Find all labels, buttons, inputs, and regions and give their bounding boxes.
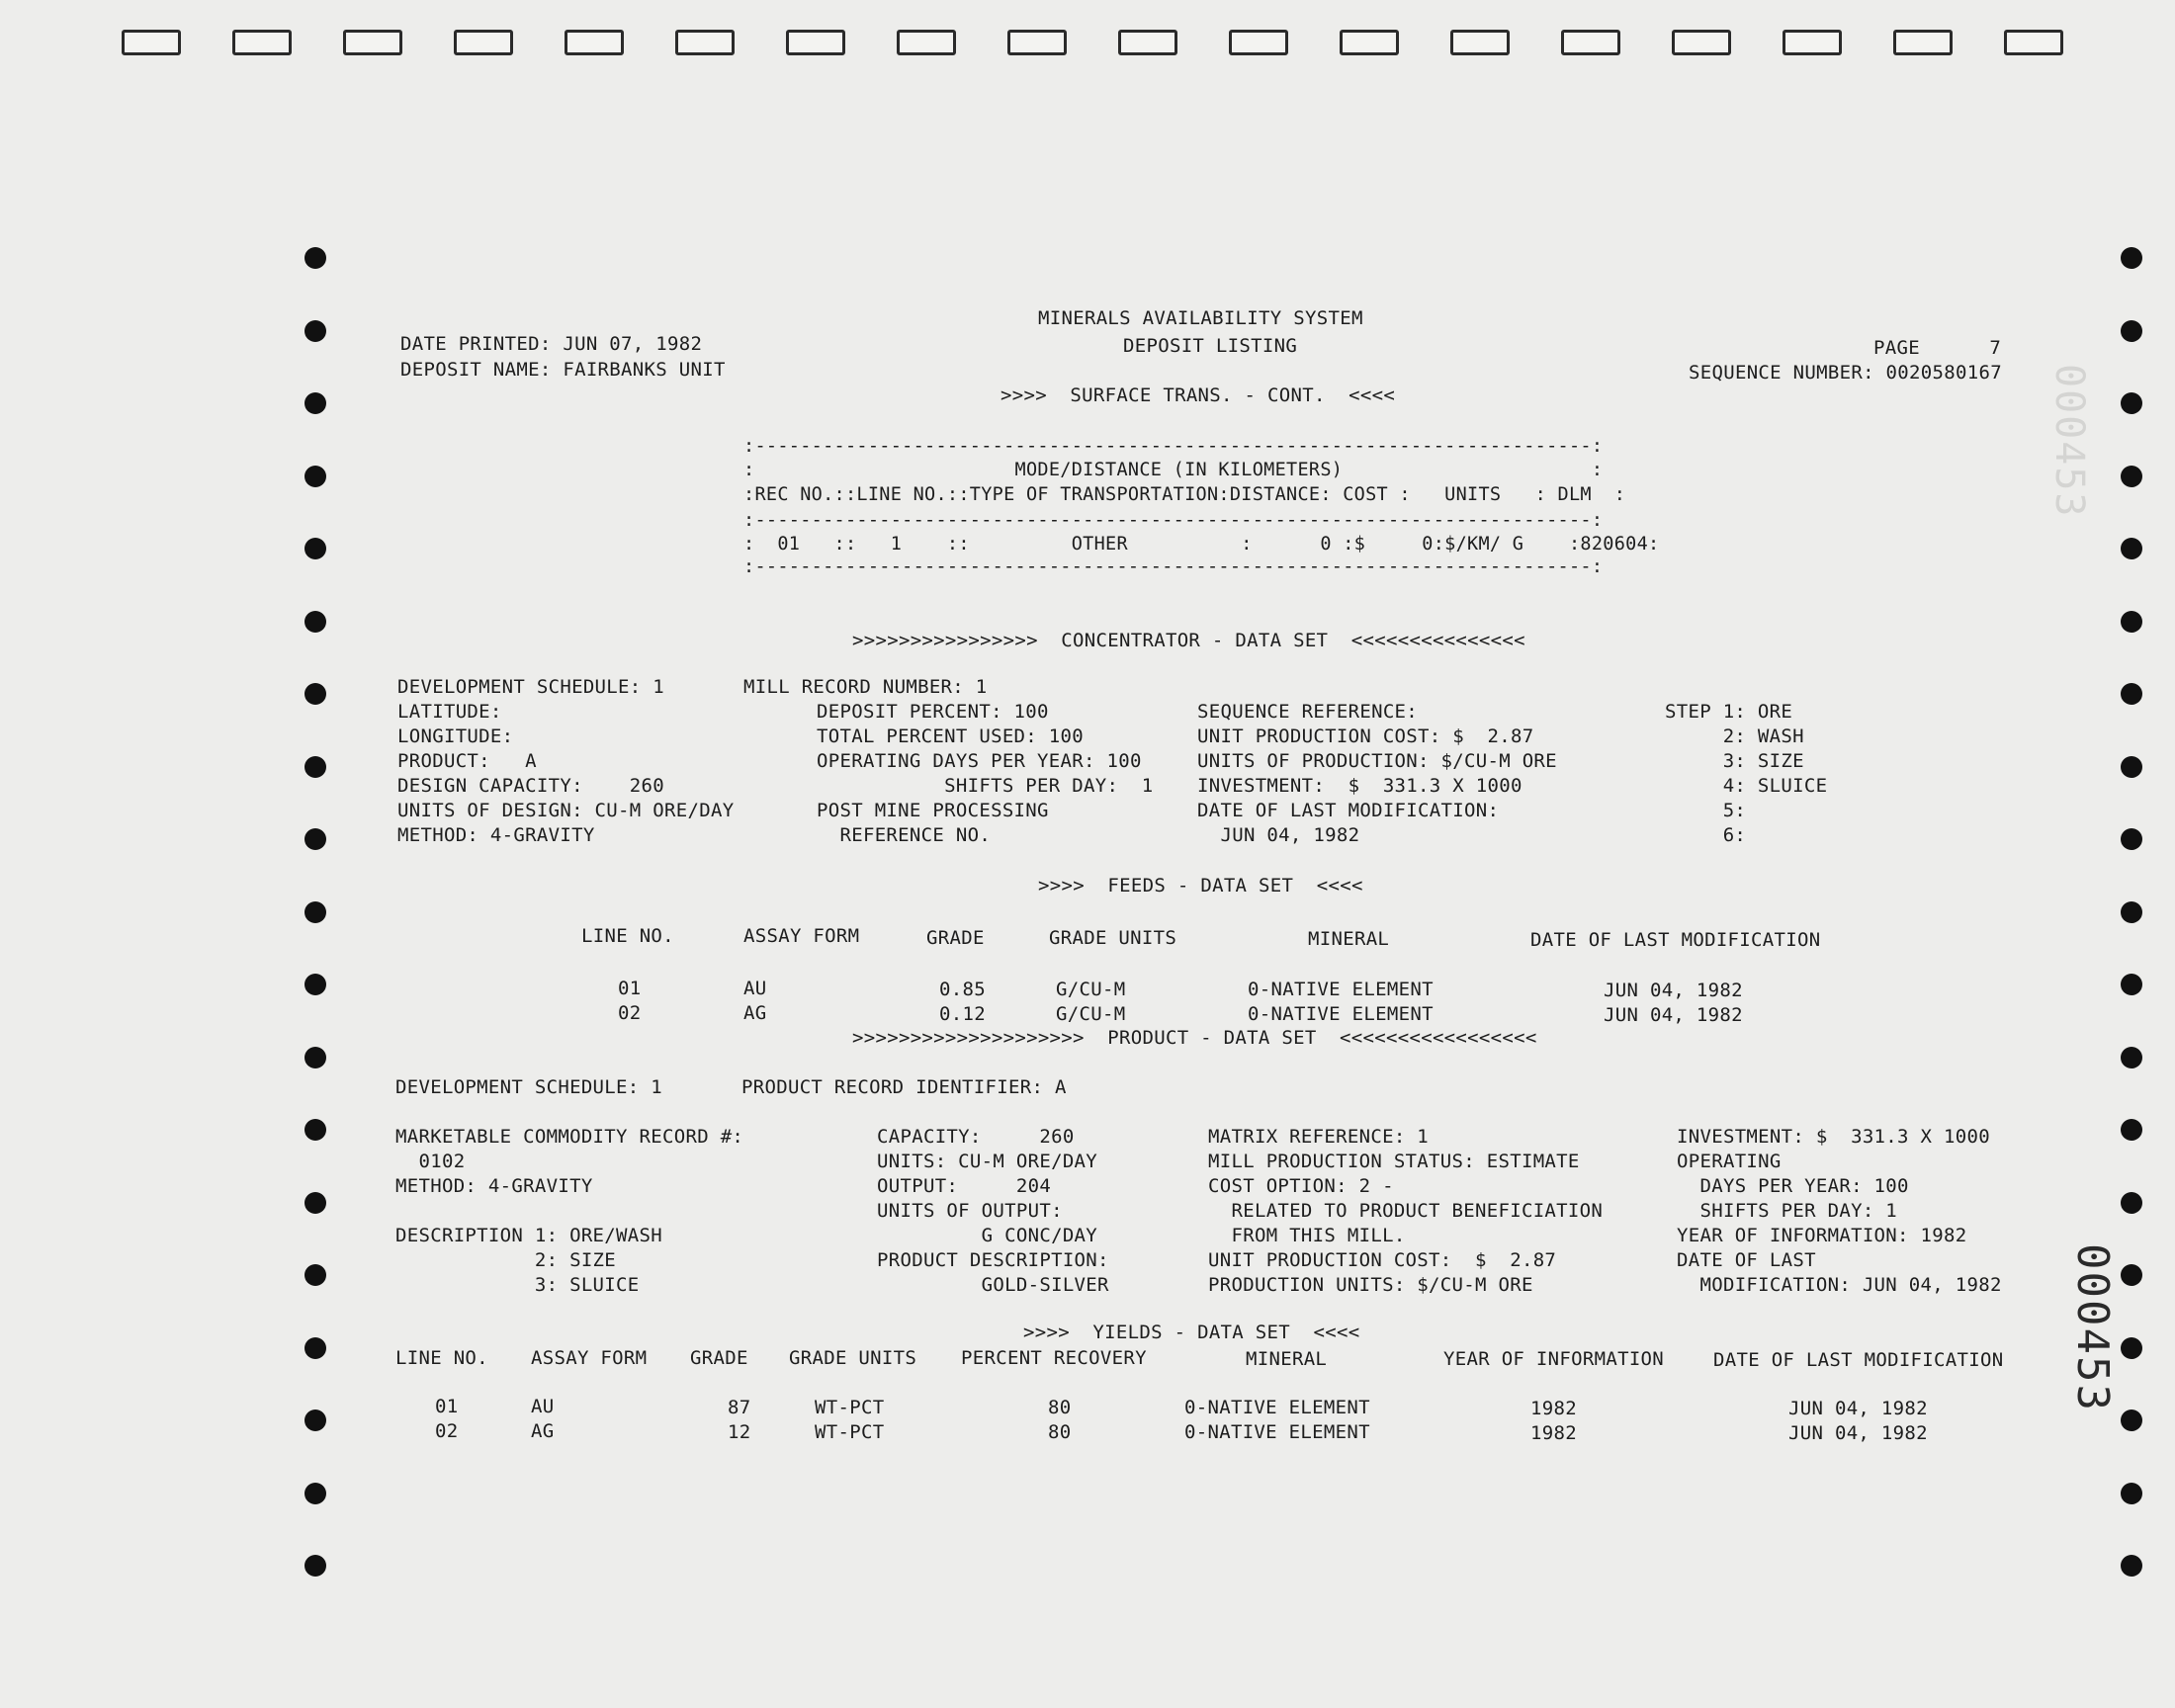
prod-modification: MODIFICATION: JUN 04, 1982 [1677, 1274, 2002, 1296]
prod-units-of-output: UNITS OF OUTPUT: [877, 1200, 1063, 1222]
feeds-col-date: DATE OF LAST MODIFICATION [1530, 929, 1821, 951]
prod-days-per-year: DAYS PER YEAR: 100 [1677, 1175, 1909, 1197]
section-concentrator: >>>>>>>>>>>>>>>> CONCENTRATOR - DATA SET <<<<<<<<<<<<<<< [852, 630, 1525, 651]
yields-cell: WT-PCT [815, 1397, 885, 1418]
feeds-cell: 02 [618, 1002, 642, 1024]
table-border-top: :--------------------------------------------------------------------------: [743, 436, 1604, 457]
table-header-row: :REC NO.::LINE NO.::TYPE OF TRANSPORTATION:DISTANCE: COST : UNITS : DLM : [743, 484, 1626, 505]
feeds-cell: G/CU-M [1056, 1003, 1126, 1025]
section-surface-trans: >>>> SURFACE TRANS. - CONT. <<<< [1000, 384, 1396, 406]
stamp-number: 000453 [2067, 1243, 2118, 1412]
prod-operating: OPERATING [1677, 1151, 1782, 1172]
prod-output: OUTPUT: 204 [877, 1175, 1052, 1197]
conc-step-4: 4: SLUICE [1665, 775, 1828, 797]
yields-cell: 80 [1048, 1421, 1072, 1443]
feed-hole [304, 1119, 326, 1141]
page-number: PAGE 7 [1873, 337, 2002, 359]
section-feeds: >>>> FEEDS - DATA SET <<<< [1038, 875, 1363, 897]
listing-title: DEPOSIT LISTING [1123, 335, 1298, 357]
prod-output-units: G CONC/DAY [877, 1225, 1098, 1246]
feed-hole [2121, 1264, 2142, 1286]
feed-hole [304, 611, 326, 633]
yields-col-assay-form: ASSAY FORM [531, 1347, 648, 1369]
yields-cell: AU [531, 1396, 555, 1417]
feed-hole [2121, 901, 2142, 923]
yields-col-line-no: LINE NO. [395, 1347, 488, 1369]
yields-cell: JUN 04, 1982 [1788, 1398, 1928, 1419]
feed-hole [2121, 247, 2142, 269]
table-border-bottom: :--------------------------------------------------------------------------: [743, 556, 1604, 577]
prod-year-of-info: YEAR OF INFORMATION: 1982 [1677, 1225, 1967, 1246]
date-printed: DATE PRINTED: JUN 07, 1982 [400, 333, 703, 355]
feed-slot [122, 30, 181, 55]
prod-mill-status: MILL PRODUCTION STATUS: ESTIMATE [1208, 1151, 1580, 1172]
conc-date-last-mod: JUN 04, 1982 [1197, 824, 1360, 846]
conc-shifts-per-day: SHIFTS PER DAY: 1 [817, 775, 1154, 797]
prod-description-label: PRODUCT DESCRIPTION: [877, 1249, 1109, 1271]
conc-latitude: LATITUDE: [397, 701, 502, 723]
feed-hole [2121, 1047, 2142, 1068]
prod-cost-option-desc-1: RELATED TO PRODUCT BENEFICIATION [1208, 1200, 1604, 1222]
feed-hole [304, 1337, 326, 1359]
feed-slot [675, 30, 735, 55]
prod-units: UNITS: CU-M ORE/DAY [877, 1151, 1098, 1172]
feeds-cell: G/CU-M [1056, 979, 1126, 1000]
prod-capacity: CAPACITY: 260 [877, 1126, 1075, 1148]
feed-hole [304, 901, 326, 923]
prod-description-3: 3: SLUICE [395, 1274, 640, 1296]
feed-slot [565, 30, 624, 55]
feed-hole [304, 1264, 326, 1286]
conc-deposit-percent: DEPOSIT PERCENT: 100 [817, 701, 1049, 723]
conc-operating-days: OPERATING DAYS PER YEAR: 100 [817, 750, 1142, 772]
yields-col-grade-units: GRADE UNITS [789, 1347, 917, 1369]
table-row: : 01 :: 1 :: OTHER : 0 :$ 0:$/KM/ G :820604: [743, 534, 1660, 555]
feed-slot [897, 30, 956, 55]
conc-investment: INVESTMENT: $ 331.3 X 1000 [1197, 775, 1522, 797]
prod-description-1: DESCRIPTION 1: ORE/WASH [395, 1225, 662, 1246]
feed-slot [1118, 30, 1177, 55]
conc-mill-record: MILL RECORD NUMBER: 1 [743, 676, 988, 698]
conc-unit-cost: UNIT PRODUCTION COST: $ 2.87 [1197, 726, 1534, 747]
conc-step-2: 2: WASH [1665, 726, 1804, 747]
feeds-cell: 0.85 [939, 979, 986, 1000]
conc-date-last-mod-label: DATE OF LAST MODIFICATION: [1197, 800, 1500, 821]
prod-description-value: GOLD-SILVER [877, 1274, 1109, 1296]
feed-hole [2121, 538, 2142, 559]
prod-description-2: 2: SIZE [395, 1249, 617, 1271]
yields-col-date: DATE OF LAST MODIFICATION [1713, 1349, 2004, 1371]
system-title: MINERALS AVAILABILITY SYSTEM [1038, 307, 1363, 329]
feed-hole [2121, 1119, 2142, 1141]
feed-slot [343, 30, 402, 55]
feed-hole [304, 247, 326, 269]
sequence-number: SEQUENCE NUMBER: 0020580167 [1689, 362, 2002, 384]
conc-units-of-design: UNITS OF DESIGN: CU-M ORE/DAY [397, 800, 735, 821]
feed-slot [232, 30, 292, 55]
feeds-cell: JUN 04, 1982 [1604, 980, 1743, 1001]
feeds-cell: AG [743, 1002, 767, 1024]
feeds-cell: 0-NATIVE ELEMENT [1248, 979, 1434, 1000]
yields-cell: JUN 04, 1982 [1788, 1422, 1928, 1444]
prod-cost-option: COST OPTION: 2 - [1208, 1175, 1394, 1197]
feeds-cell: 0.12 [939, 1003, 986, 1025]
table-border-mid: :--------------------------------------------------------------------------: [743, 510, 1604, 531]
feed-hole [304, 392, 326, 414]
yields-col-mineral: MINERAL [1246, 1348, 1328, 1370]
conc-design-capacity: DESIGN CAPACITY: 260 [397, 775, 664, 797]
feeds-col-mineral: MINERAL [1308, 928, 1390, 950]
yields-cell: 1982 [1530, 1398, 1577, 1419]
prod-investment: INVESTMENT: $ 331.3 X 1000 [1677, 1126, 1990, 1148]
feed-slot [1561, 30, 1620, 55]
conc-reference-no: REFERENCE NO. [817, 824, 992, 846]
yields-cell: 02 [435, 1420, 459, 1442]
feed-hole [304, 1047, 326, 1068]
feeds-cell: 0-NATIVE ELEMENT [1248, 1003, 1434, 1025]
feed-hole [2121, 756, 2142, 778]
yields-col-year: YEAR OF INFORMATION [1443, 1348, 1665, 1370]
prod-cost-option-desc-2: FROM THIS MILL. [1208, 1225, 1406, 1246]
feed-slot [454, 30, 513, 55]
yields-cell: 12 [728, 1421, 751, 1443]
feed-hole [304, 1483, 326, 1504]
feed-slot [1229, 30, 1288, 55]
feed-slot [1340, 30, 1399, 55]
conc-product: PRODUCT: A [397, 750, 537, 772]
feed-hole [2121, 1409, 2142, 1431]
feed-slot [1783, 30, 1842, 55]
feed-hole [2121, 1483, 2142, 1504]
feed-slot [1893, 30, 1953, 55]
feed-hole [2121, 683, 2142, 705]
conc-method: METHOD: 4-GRAVITY [397, 824, 595, 846]
feed-hole [304, 828, 326, 850]
feed-slot [1007, 30, 1067, 55]
feed-hole [2121, 611, 2142, 633]
feeds-cell: JUN 04, 1982 [1604, 1004, 1743, 1026]
yields-col-grade: GRADE [690, 1347, 748, 1369]
table-title: : MODE/DISTANCE (IN KILOMETERS) : [743, 460, 1604, 480]
yields-cell: 1982 [1530, 1422, 1577, 1444]
section-product: >>>>>>>>>>>>>>>>>>>> PRODUCT - DATA SET <<<<<<<<<<<<<<<<< [852, 1027, 1537, 1049]
prod-matrix-ref: MATRIX REFERENCE: 1 [1208, 1126, 1430, 1148]
feed-hole [304, 974, 326, 995]
feed-hole [304, 1192, 326, 1214]
feed-hole [2121, 320, 2142, 342]
feed-slot [1672, 30, 1731, 55]
feeds-col-grade-units: GRADE UNITS [1049, 927, 1177, 949]
conc-total-percent: TOTAL PERCENT USED: 100 [817, 726, 1084, 747]
conc-units-of-production: UNITS OF PRODUCTION: $/CU-M ORE [1197, 750, 1557, 772]
prod-unit-cost: UNIT PRODUCTION COST: $ 2.87 [1208, 1249, 1557, 1271]
yields-cell: 0-NATIVE ELEMENT [1184, 1397, 1370, 1418]
feed-hole [304, 1555, 326, 1577]
feeds-col-assay-form: ASSAY FORM [743, 925, 860, 947]
feeds-col-line-no: LINE NO. [581, 925, 674, 947]
feed-hole [2121, 1337, 2142, 1359]
yields-cell: 01 [435, 1396, 459, 1417]
conc-post-mine: POST MINE PROCESSING [817, 800, 1049, 821]
feed-hole [304, 756, 326, 778]
feed-hole [2121, 392, 2142, 414]
yields-cell: WT-PCT [815, 1421, 885, 1443]
feed-hole [304, 320, 326, 342]
yields-cell: 0-NATIVE ELEMENT [1184, 1421, 1370, 1443]
prod-production-units: PRODUCTION UNITS: $/CU-M ORE [1208, 1274, 1533, 1296]
feed-hole [304, 1409, 326, 1431]
yields-cell: 80 [1048, 1397, 1072, 1418]
conc-step-1: STEP 1: ORE [1665, 701, 1793, 723]
feed-hole [2121, 466, 2142, 487]
feed-slot [786, 30, 845, 55]
feed-hole [304, 466, 326, 487]
yields-cell: AG [531, 1420, 555, 1442]
yields-cell: 87 [728, 1397, 751, 1418]
feed-hole [304, 538, 326, 559]
feed-hole [2121, 1555, 2142, 1577]
conc-sequence-ref: SEQUENCE REFERENCE: [1197, 701, 1419, 723]
yields-col-percent-recovery: PERCENT RECOVERY [961, 1347, 1147, 1369]
prod-method: METHOD: 4-GRAVITY [395, 1175, 593, 1197]
conc-dev-schedule: DEVELOPMENT SCHEDULE: 1 [397, 676, 664, 698]
feeds-cell: 01 [618, 978, 642, 999]
feeds-cell: AU [743, 978, 767, 999]
prod-date-last-label: DATE OF LAST [1677, 1249, 1816, 1271]
deposit-name: DEPOSIT NAME: FAIRBANKS UNIT [400, 359, 726, 381]
feed-hole [2121, 974, 2142, 995]
conc-step-5: 5: [1665, 800, 1747, 821]
feed-slot [1450, 30, 1510, 55]
conc-longitude: LONGITUDE: [397, 726, 514, 747]
prod-shifts-per-day: SHIFTS PER DAY: 1 [1677, 1200, 1898, 1222]
feeds-col-grade: GRADE [926, 927, 985, 949]
feed-slot [2004, 30, 2063, 55]
conc-step-6: 6: [1665, 824, 1747, 846]
stamp-number-faded: 000453 [2046, 364, 2092, 519]
feed-hole [2121, 828, 2142, 850]
feed-hole [304, 683, 326, 705]
prod-record-identifier: PRODUCT RECORD IDENTIFIER: A [741, 1076, 1067, 1098]
feed-hole [2121, 1192, 2142, 1214]
prod-commodity-number: 0102 [395, 1151, 466, 1172]
prod-marketable-commodity: MARKETABLE COMMODITY RECORD #: [395, 1126, 744, 1148]
section-yields: >>>> YIELDS - DATA SET <<<< [1023, 1322, 1360, 1343]
prod-dev-schedule: DEVELOPMENT SCHEDULE: 1 [395, 1076, 662, 1098]
conc-step-3: 3: SIZE [1665, 750, 1804, 772]
